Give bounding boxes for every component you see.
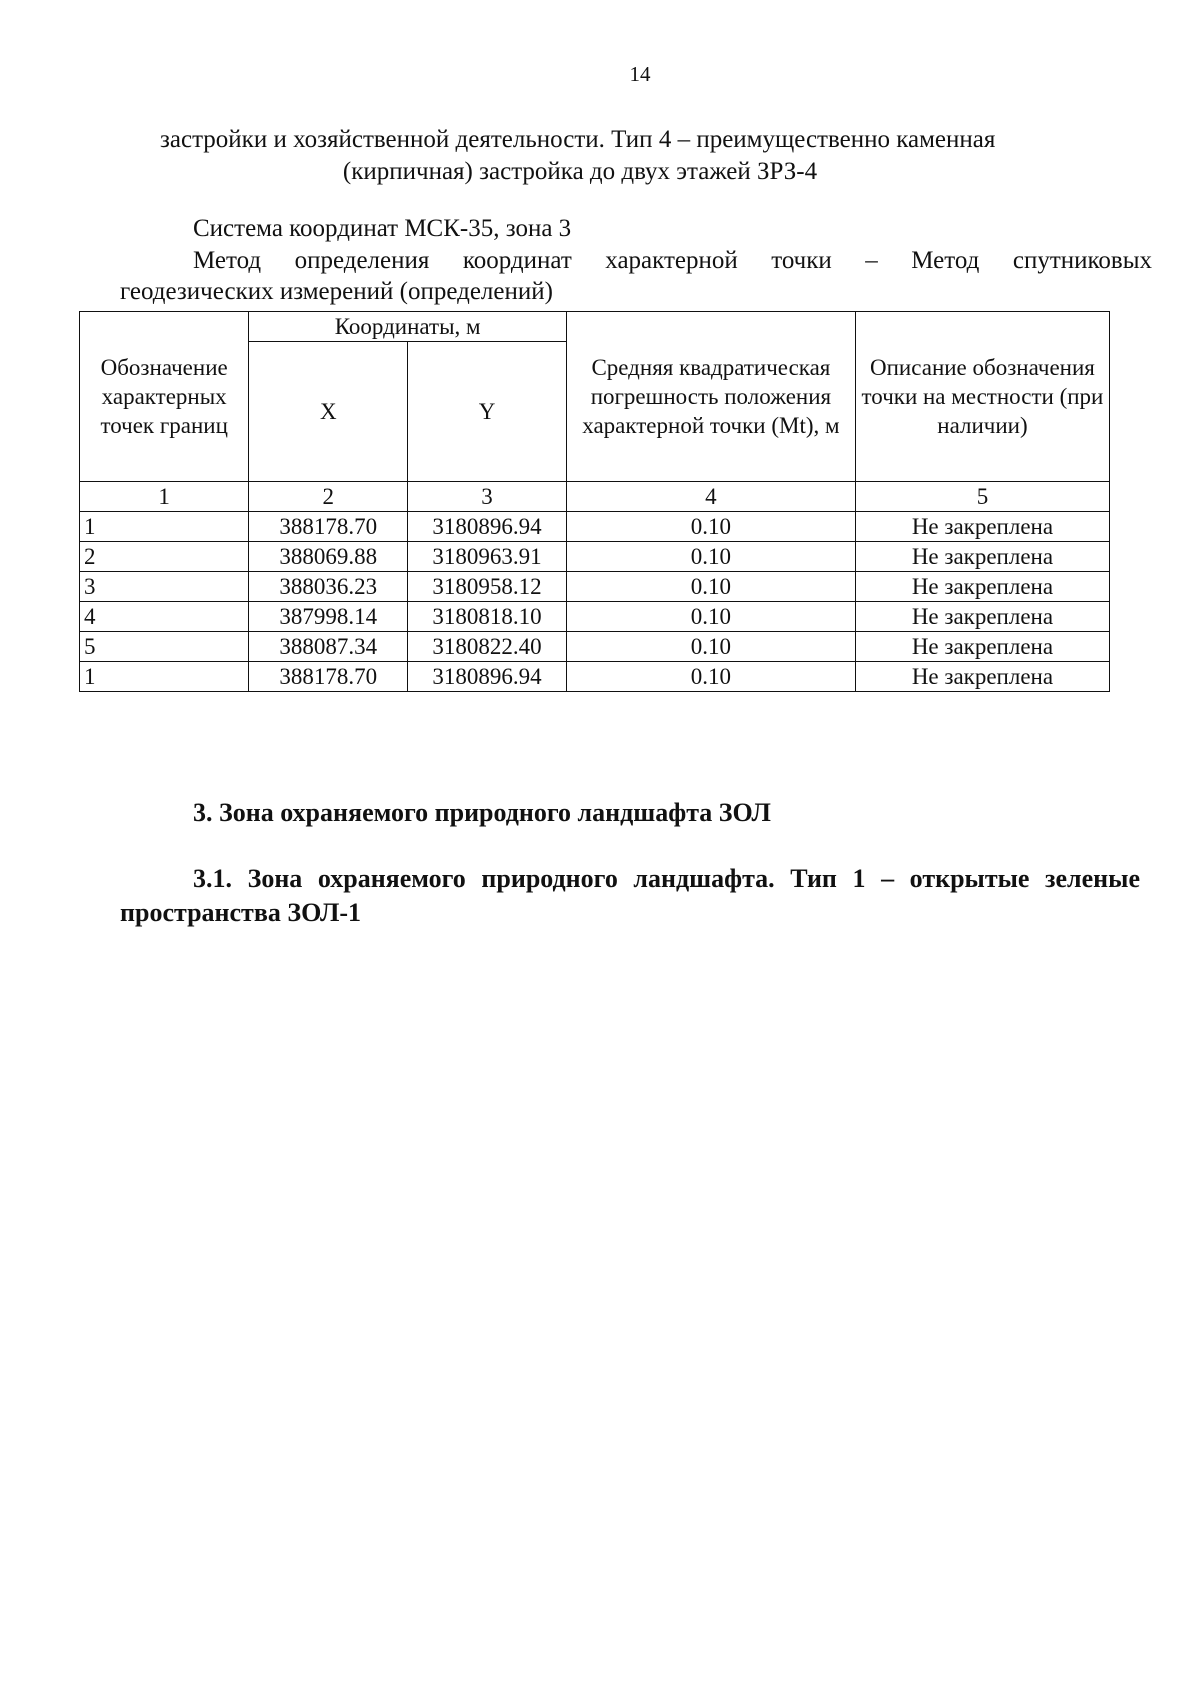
header-y: Y xyxy=(408,342,567,482)
error-cell: 0.10 xyxy=(566,572,855,602)
error-cell: 0.10 xyxy=(566,662,855,692)
x-cell: 388178.70 xyxy=(249,662,408,692)
heading-line-1: застройки и хозяйственной деятельности. Тип 4 – преимущественно каменная xyxy=(160,126,996,153)
description-cell: Не закреплена xyxy=(855,602,1109,632)
y-cell: 3180896.94 xyxy=(408,512,567,542)
description-cell: Не закреплена xyxy=(855,572,1109,602)
column-number: 1 xyxy=(80,482,249,512)
x-cell: 387998.14 xyxy=(249,602,408,632)
description-cell: Не закреплена xyxy=(855,662,1109,692)
table-row xyxy=(80,632,1110,662)
table-body xyxy=(80,512,1110,692)
error-cell: 0.10 xyxy=(566,542,855,572)
coordinates-table xyxy=(79,311,1110,692)
section-3-title: 3. Зона охраняемого природного ландшафта ЗОЛ xyxy=(193,798,771,827)
header-coords: Координаты, м xyxy=(249,312,567,342)
y-cell: 3180822.40 xyxy=(408,632,567,662)
column-number-row xyxy=(80,482,1110,512)
point-cell: 1 xyxy=(80,512,249,542)
error-cell: 0.10 xyxy=(566,602,855,632)
description-cell: Не закреплена xyxy=(855,512,1109,542)
description-cell: Не закреплена xyxy=(855,632,1109,662)
header-point: Обозначение характерных точек границ xyxy=(80,312,249,482)
error-cell: 0.10 xyxy=(566,512,855,542)
point-cell: 5 xyxy=(80,632,249,662)
description-cell: Не закреплена xyxy=(855,542,1109,572)
table-row xyxy=(80,602,1110,632)
table-row xyxy=(80,572,1110,602)
method-line-2: геодезических измерений (определений) xyxy=(120,278,553,305)
table-row xyxy=(80,662,1110,692)
header-x: X xyxy=(249,342,408,482)
x-cell: 388178.70 xyxy=(249,512,408,542)
x-cell: 388087.34 xyxy=(249,632,408,662)
point-cell: 3 xyxy=(80,572,249,602)
y-cell: 3180958.12 xyxy=(408,572,567,602)
column-number: 2 xyxy=(249,482,408,512)
section-3-1-line-1: 3.1. Зона охраняемого природного ландшафта. Тип 1 – открытые зеленые xyxy=(193,864,1140,893)
header-error: Средняя квадратическая погрешность положения характерной точки (Mt), м xyxy=(566,312,855,482)
page-number: 14 xyxy=(629,62,651,86)
point-cell: 2 xyxy=(80,542,249,572)
column-number: 4 xyxy=(566,482,855,512)
point-cell: 1 xyxy=(80,662,249,692)
x-cell: 388036.23 xyxy=(249,572,408,602)
header-description: Описание обозначения точки на местности (при наличии) xyxy=(855,312,1109,482)
y-cell: 3180818.10 xyxy=(408,602,567,632)
y-cell: 3180963.91 xyxy=(408,542,567,572)
method-paragraph xyxy=(120,245,1152,307)
heading-line-2: (кирпичная) застройка до двух этажей ЗРЗ-4 xyxy=(342,158,818,185)
table-row xyxy=(80,512,1110,542)
section-3-1-title xyxy=(120,862,1140,930)
column-number: 5 xyxy=(855,482,1109,512)
column-number: 3 xyxy=(408,482,567,512)
y-cell: 3180896.94 xyxy=(408,662,567,692)
error-cell: 0.10 xyxy=(566,632,855,662)
method-line-1: Метод определения координат характерной точки – Метод спутниковых xyxy=(193,247,1152,274)
x-cell: 388069.88 xyxy=(249,542,408,572)
point-cell: 4 xyxy=(80,602,249,632)
coordinate-system: Система координат МСК-35, зона 3 xyxy=(193,215,572,242)
table-row xyxy=(80,542,1110,572)
section-3-1-line-2: пространства ЗОЛ-1 xyxy=(120,898,362,927)
